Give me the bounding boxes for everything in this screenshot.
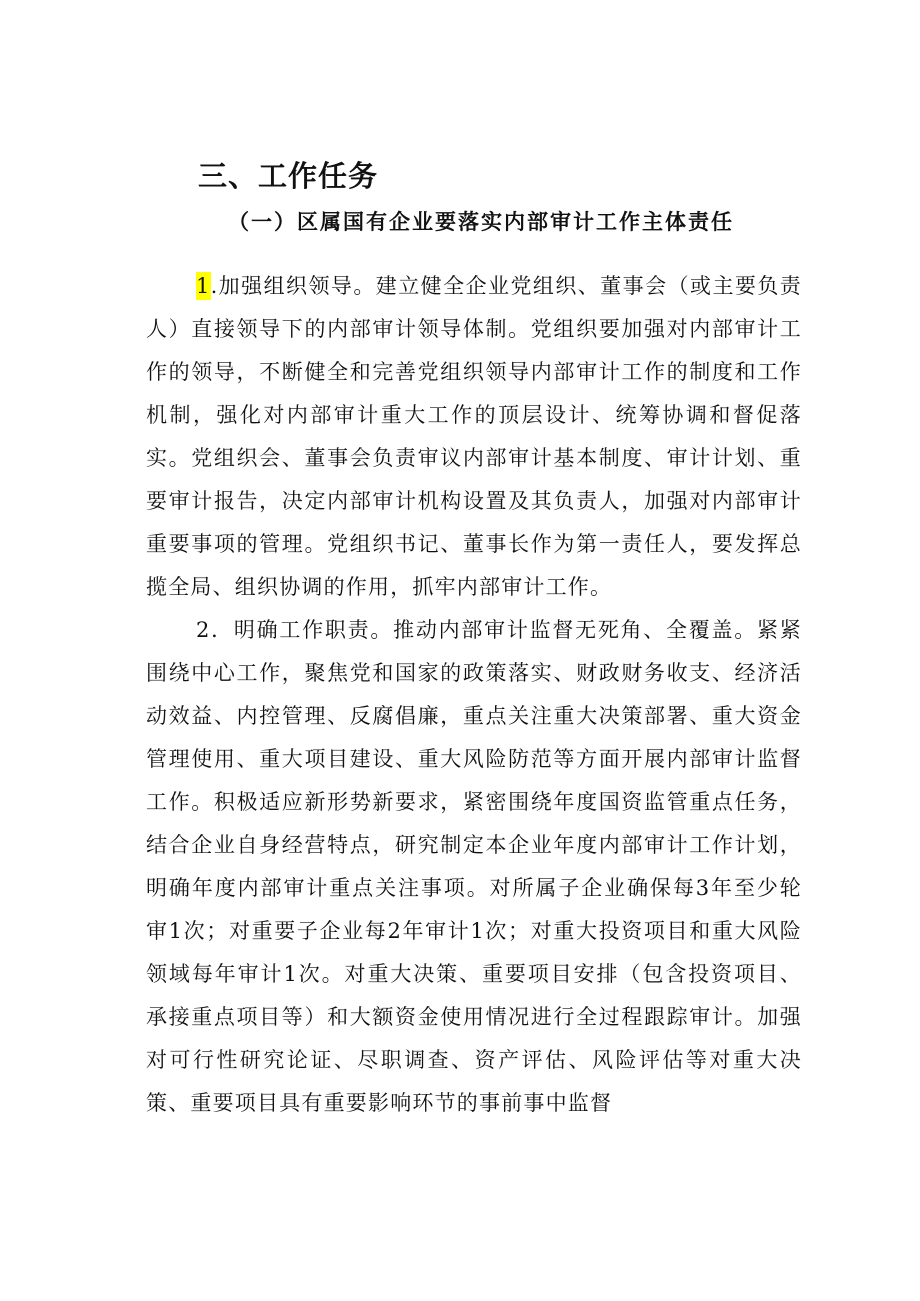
section-heading: 三、工作任务 [198,159,379,193]
paragraph-1 [146,265,802,609]
paragraph-1-text: .加强组织领导。建立健全企业党组织、董事会（或主要负责人）直接领导下的内部审计领导体制。党组织要加强对内部审计工作的领导，不断健全和完善党组织领导内部审计工作的制度和工作机制，强化对内部审计重大工作的顶层设计、统筹协调和督促落实。党组织会、董事会负责审议内部审计基本制度、审计计划、重要审计报告，决定内部审计机构设置及其负责人，加强对内部审计重要事项的管理。党组织书记、董事长作为第一责任人，要发挥总揽全局、组织协调的作用，抓牢内部审计工作。 [146,274,802,599]
highlighted-list-number: 1 [196,274,211,298]
paragraph-2 [146,609,802,1125]
paragraph-2-text: 2．明确工作职责。推动内部审计监督无死角、全覆盖。紧紧围绕中心工作，聚焦党和国家的政策落实、财政财务收支、经济活动效益、内控管理、反腐倡廉，重点关注重大决策部署、重大资金管理使用、重大项目建设、重大风险防范等方面开展内部审计监督工作。积极适应新形势新要求，紧密围绕年度国资监管重点任务，结合企业自身经营特点，研究制定本企业年度内部审计工作计划，明确年度内部审计重点关注事项。对所属子企业确保每3年至少轮审1次；对重要子企业每2年审计1次；对重大投资项目和重大风险领域每年审计1次。对重大决策、重要项目安排（包含投资项目、承接重点项目等）和大额资金使用情况进行全过程跟踪审计。加强对可行性研究论证、尽职调查、资产评估、风险评估等对重大决策、重要项目具有重要影响环节的事前事中监督 [146,618,802,1115]
subsection-heading: （一）区属国有企业要落实内部审计工作主体责任 [228,209,734,234]
